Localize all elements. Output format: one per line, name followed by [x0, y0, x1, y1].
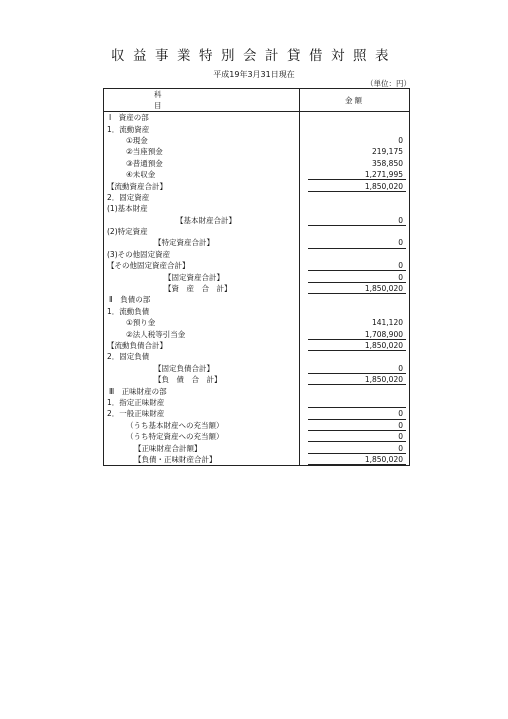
row-amount: 141,120: [371, 318, 403, 328]
row-label: ①預り金: [104, 317, 300, 328]
row-amount: 1,271,995: [300, 169, 410, 180]
table-row: [104, 363, 410, 374]
table-row: [104, 215, 410, 226]
row-label: 【流動資産合計】: [104, 180, 300, 191]
as-of-date: 平成19年3月31日現在: [213, 70, 295, 79]
row-amount: 0: [300, 271, 410, 282]
row-label: Ⅱ 負債の部: [104, 294, 300, 305]
row-amount: [300, 294, 410, 305]
row-label: 【特定資産合計】: [104, 237, 300, 248]
row-amount: 0: [300, 431, 410, 442]
table-row: [104, 237, 410, 248]
row-label: 2．固定負債: [104, 351, 300, 362]
row-label: ①現金: [104, 135, 300, 146]
row-label: Ⅰ 資産の部: [104, 112, 300, 124]
row-amount: [300, 192, 410, 203]
balance-sheet-table: [103, 88, 410, 466]
row-label: ④未収金: [104, 169, 300, 180]
table-row: [104, 226, 410, 237]
table-row: [104, 431, 410, 442]
row-amount: [300, 397, 410, 408]
row-amount: 1,850,020: [300, 283, 410, 294]
row-amount: 1,850,020: [300, 340, 410, 351]
table-row: [104, 294, 410, 305]
row-amount: 0: [300, 237, 410, 248]
row-label: 1．流動資産: [104, 123, 300, 134]
table-row: [104, 351, 410, 362]
table-row: [104, 317, 410, 328]
document-title: 収益事業特別会計貸借対照表: [111, 48, 397, 64]
table-row: [104, 306, 410, 317]
row-label: 2．固定資産: [104, 192, 300, 203]
item-column-header: 科 目: [104, 89, 300, 112]
table-row: [104, 408, 410, 419]
row-label: ③普通預金: [104, 158, 300, 169]
table-row: [104, 123, 410, 134]
row-label: 【基本財産合計】: [104, 215, 300, 226]
row-label: ②法人税等引当金: [104, 328, 300, 339]
table-row: [104, 442, 410, 453]
row-amount: [300, 112, 410, 124]
row-label: (2)特定資産: [104, 226, 300, 237]
unit-label: （単位：円）: [366, 79, 411, 88]
table-row: [104, 112, 410, 124]
row-amount: 0: [398, 135, 403, 145]
table-row: [104, 192, 410, 203]
row-label: 【固定負債合計】: [104, 363, 300, 374]
amount-column-header: 金額: [300, 89, 410, 112]
row-amount: [300, 226, 410, 237]
row-amount: 1,850,020: [300, 180, 410, 191]
table-row: [104, 203, 410, 214]
row-amount: 1,850,020: [300, 454, 410, 466]
row-amount: [300, 385, 410, 396]
row-amount: [300, 203, 410, 214]
row-label: ②当座預金: [104, 146, 300, 157]
row-amount: [300, 123, 410, 134]
row-amount: 0: [300, 408, 410, 419]
row-label: 【その他固定資産合計】: [104, 260, 300, 271]
row-amount: 0: [300, 363, 410, 374]
table-row: [104, 374, 410, 385]
row-amount: [300, 306, 410, 317]
row-label: (1)基本財産: [104, 203, 300, 214]
table-row: [104, 180, 410, 191]
row-label: 【固定資産合計】: [104, 271, 300, 282]
row-amount: [300, 249, 410, 260]
row-amount: 219,175: [371, 147, 403, 157]
row-label: 【負 債 合 計】: [104, 374, 300, 385]
table-row: [104, 146, 410, 157]
row-label: （うち基本財産への充当額）: [104, 420, 300, 431]
table-row: [104, 328, 410, 339]
table-row: [104, 385, 410, 396]
row-label: (3)その他固定資産: [104, 249, 300, 260]
row-label: 【正味財産合計額】: [104, 442, 300, 453]
table-row: [104, 249, 410, 260]
row-label: 2．一般正味財産: [104, 408, 300, 419]
table-row: [104, 271, 410, 282]
row-amount: 358,850: [371, 158, 403, 168]
table-body: [104, 112, 410, 466]
table-row: [104, 169, 410, 180]
row-amount: 1,850,020: [300, 374, 410, 385]
row-amount: 0: [300, 260, 410, 271]
row-amount: 0: [300, 215, 410, 226]
table-row: [104, 158, 410, 169]
row-label: （うち特定資産への充当額）: [104, 431, 300, 442]
row-label: 【負債・正味財産合計】: [104, 454, 300, 466]
row-label: 1．指定正味財産: [104, 397, 300, 408]
row-amount: [300, 351, 410, 362]
row-amount: 1,708,900: [300, 328, 410, 339]
table-row: [104, 454, 410, 466]
table-row: [104, 420, 410, 431]
row-amount: 0: [300, 420, 410, 431]
table-row: [104, 397, 410, 408]
table-row: [104, 260, 410, 271]
row-label: 1．流動負債: [104, 306, 300, 317]
row-label: 【流動負債合計】: [104, 340, 300, 351]
table-row: [104, 135, 410, 146]
row-label: 【資 産 合 計】: [104, 283, 300, 294]
table-row: [104, 283, 410, 294]
table-header-row: [104, 89, 410, 112]
row-label: Ⅲ 正味財産の部: [104, 385, 300, 396]
row-amount: 0: [300, 442, 410, 453]
table-row: [104, 340, 410, 351]
